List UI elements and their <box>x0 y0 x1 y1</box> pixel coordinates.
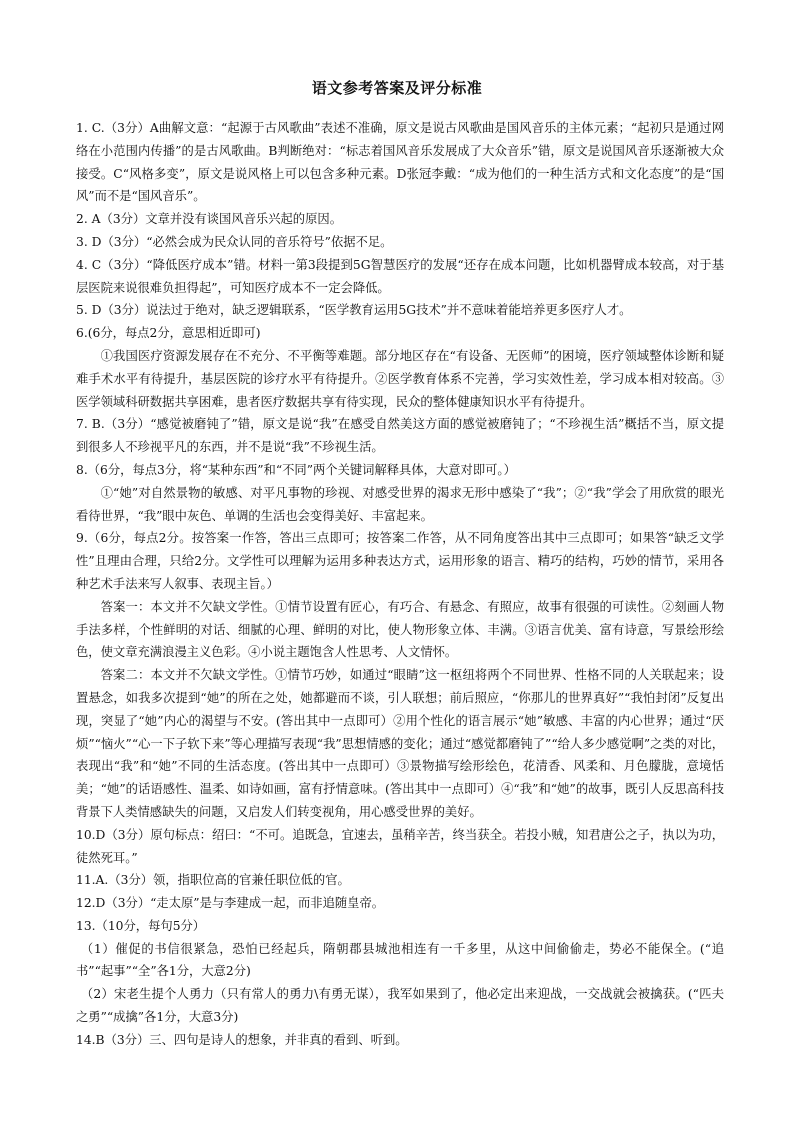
answer-10: 10.D（3分）原句标点：绍曰：“不可。追既急，宜速去，虽稍辛苦，终当获全。若投小贼，知君唐公之子，执以为功，徒然死耳。” <box>76 827 724 865</box>
answer-8-heading: 8.（6分，每点3分，将“某种东西”和“不同”两个关键词解释具体，大意对即可。） <box>76 462 516 477</box>
answer-14: 14.B（3分）三、四句是诗人的想象，并非真的看到、听到。 <box>76 1032 408 1047</box>
answer-13-heading: 13.（10分，每句5分） <box>76 918 206 933</box>
answer-8-detail: ①“她”对自然景物的敏感、对平凡事物的珍视、对感受世界的渴求无形中感染了“我”；②“我”学会了用欣赏的眼光看待世界，“我”眼中灰色、单调的生活也会变得美好、丰富起来。 <box>76 485 724 523</box>
answer-1: 1. C.（3分）A曲解文意：“起源于古风歌曲”表述不准确，原文是说古风歌曲是国风音乐的主体元素；“起初只是通过网络在小范围内传播”的是古风歌曲。B判断绝对：“标志着国风音乐发展成了大众音乐”错，原文是说国风音乐逐渐被大众接受。C“风格多变”，原文是说风格上可以包含多种元素。D张冠李戴：“成为他们的一种生活方式和文化态度”的是“国风”而不是“国风音乐”。 <box>76 121 724 204</box>
answer-12: 12.D（3分）“走太原”是与李建成一起，而非追随皇帝。 <box>76 896 385 911</box>
answer-7: 7. B.（3分）“感觉被磨钝了”错，原文是说“我”在感受自然美这方面的感觉被磨钝了；“不珍视生活”概括不当，原文提到很多人不珍视平凡的东西，并不是说“我”不珍视生活。 <box>76 417 724 455</box>
answer-13-sentence-2: （2）宋老生提个人勇力（只有常人的勇力\有勇无谋），我军如果到了，他必定出来迎战，一交战就会被擒获。(“匹夫之勇”“成擒”各1分，大意3分) <box>76 987 724 1025</box>
answer-5: 5. D（3分）说法过于绝对，缺乏逻辑联系，“医学教育运用5G技术”并不意味着能培养更多医疗人才。 <box>76 303 632 318</box>
answer-11: 11.A.（3分）领，指职位高的官兼任职位低的官。 <box>76 873 350 888</box>
answer-6-detail: ①我国医疗资源发展存在不充分、不平衡等难题。部分地区存在“有设备、无医师”的困境，医疗领域整体诊断和疑难手术水平有待提升，基层医院的诊疗水平有待提升。②医学教育体系不完善，学习实效性差，学习成本相对较高。③医学领域科研数据共享困难，患者医疗数据共享有待实现，民众的整体健康知识水平有待提升。 <box>76 348 724 409</box>
answer-2: 2. A（3分）文章并没有谈国风音乐兴起的原因。 <box>76 212 342 227</box>
answer-6-heading: 6.(6分，每点2分，意思相近即可) <box>76 326 261 341</box>
answer-9-option-2: 答案二：本文并不欠缺文学性。①情节巧妙，如通过“眼睛”这一枢纽将两个不同世界、性格不同的人关联起来；设置悬念，如我多次提到“她”的所在之处，她都避而不谈，引人联想；前后照应，“你那儿的世界真好”“我怕封闭”反复出现，突显了“她”内心的渴望与不安。(答出其中一点即可）②用个性化的语言展示“她”敏感、丰富的内心世界；通过“厌烦”“恼火”“心一下子软下来”等心理描写表现“我”思想情感的变化；通过“感觉都磨钝了”“给人多少感觉啊”之类的对比，表现出“我”和“她”不同的生活态度。(答出其中一点即可）③景物描写绘形绘色，花清香、风柔和、月色朦胧，意境恬美；“她”的话语感性、温柔、如诗如画，富有抒情意味。(答出其中一点即可）④“我”和“她”的故事，既引人反思高科技背景下人类情感缺失的问题，又启发人们转变视角，用心感受世界的美好。 <box>76 668 724 819</box>
answer-9-option-1: 答案一：本文并不欠缺文学性。①情节设置有匠心，有巧合、有悬念、有照应，故事有很强的可读性。②刻画人物手法多样，个性鲜明的对话、细腻的心理、鲜明的对比，使人物形象立体、丰满。③语言优美、富有诗意，写景绘形绘色，使文章充满浪漫主义色彩。④小说主题饱含人性思考、人文情怀。 <box>76 599 724 660</box>
page-title: 语文参考答案及评分标准 <box>311 79 483 97</box>
answer-9-heading: 9.（6分，每点2分。按答案一作答，答出三点即可；按答案二作答，从不同角度答出其中三点即可；如果答“缺乏文学性”且理由合理，只给2分。文学性可以理解为运用多种表达方式，运用形象的语言、精巧的结构，巧妙的情节，采用各种艺术手法来写人叙事、表现主旨。） <box>76 531 724 591</box>
answer-13-sentence-1: （1）催促的书信很紧急，恐怕已经起兵，隋朝郡县城池相连有一千多里，从这中间偷偷走，势必不能保全。(“追书”“起事”“全”各1分，大意2分) <box>76 941 724 979</box>
answer-3: 3. D（3分）“必然会成为民众认同的音乐符号”依据不足。 <box>76 234 393 249</box>
answer-4: 4. C（3分）“降低医疗成本”错。材料一第3段提到5G智慧医疗的发展“还存在成本问题，比如机器臂成本较高，对于基层医院来说很难负担得起”，可知医疗成本不一定会降低。 <box>76 257 724 295</box>
answer-body <box>76 117 724 1052</box>
